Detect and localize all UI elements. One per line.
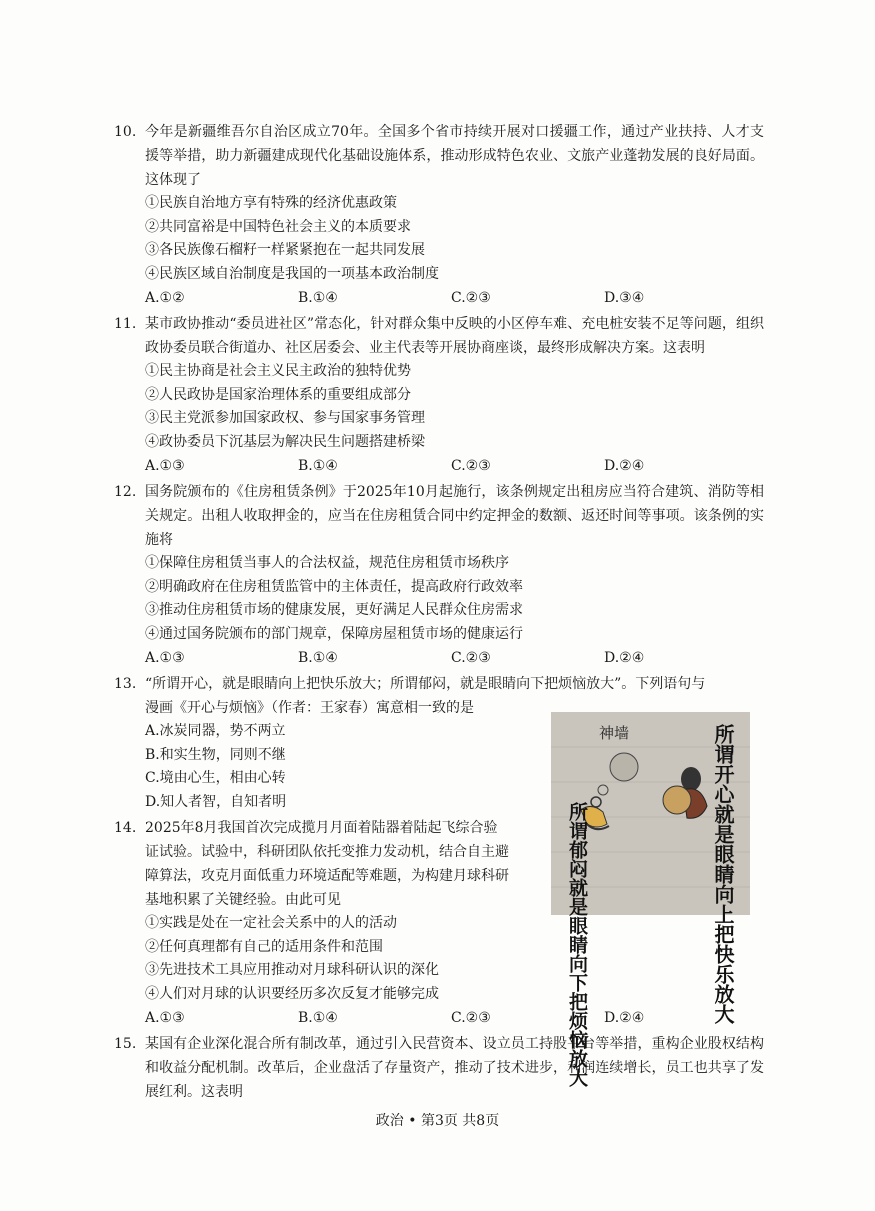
- statement-2: ②明确政府在住房租赁监管中的主体责任，提高政府行政效率: [145, 578, 523, 595]
- answer-choices: [145, 286, 764, 310]
- statement-4: ④人们对月球的认识要经历多次反复才能够完成: [145, 985, 439, 1002]
- question-number: 14.: [114, 820, 137, 836]
- statement-1: ①实践是处在一定社会关系中的人的活动: [145, 915, 397, 931]
- choice-c: C.②③: [451, 650, 491, 666]
- cartoon-text-right: 所谓开心就是眼睛向上把快乐放大: [711, 724, 735, 1024]
- choice-a: A.①③: [145, 458, 185, 474]
- question-stem: 某市政协推动“委员进社区”常态化，针对群众集中反映的小区停车难、充电桩安装不足等问题，组织政协委员联合街道办、社区居委会、业主代表等开展协商座谈，最终形成解决方案。这表明: [145, 316, 764, 356]
- option-a: A.冰炭同器，势不两立: [145, 723, 286, 739]
- statement-1: ①民主协商是社会主义民主政治的独特优势: [145, 363, 411, 379]
- choice-d: D.②④: [604, 650, 645, 666]
- statement-2: ②人民政协是国家治理体系的重要组成部分: [145, 386, 411, 403]
- question-stem-line-1: “所谓开心，就是眼睛向上把快乐放大；所谓郁闷，就是眼睛向下把烦恼放大”。下列语句与: [145, 676, 706, 692]
- choice-b: B.①④: [298, 650, 338, 666]
- choice-c: C.②③: [451, 458, 491, 474]
- statement-3: ③先进技术工具应用推动对月球科研认识的深化: [145, 962, 439, 978]
- question-stem-line-4: 基地积累了关键经验。由此可见: [145, 892, 341, 908]
- choice-b: B.①④: [298, 458, 338, 474]
- question-11: [114, 312, 764, 478]
- cartoon-text-left: 所谓郁闷就是眼睛向下把烦恼放大: [566, 802, 588, 1087]
- question-stem-line-3: 障算法，攻克月面低重力环境适配等难题，为构建月球科研: [145, 868, 509, 884]
- choice-c: C.②③: [451, 1010, 491, 1026]
- choice-b: B.①④: [298, 290, 338, 306]
- question-stem-line-2: 证试验。试验中，科研团队依托变推力发动机，结合自主避: [145, 844, 509, 860]
- statement-4: ④政协委员下沉基层为解决民生问题搭建桥梁: [145, 433, 425, 450]
- statement-1: ①保障住房租赁当事人的合法权益，规范住房租赁市场秩序: [145, 555, 509, 571]
- question-number: 15.: [114, 1036, 137, 1052]
- statement-4: ④通过国务院颁布的部门规章，保障房屋租赁市场的健康运行: [145, 625, 523, 642]
- question-stem: 今年是新疆维吾尔自治区成立70年。全国多个省市持续开展对口援疆工作，通过产业扶持、人才支援等举措，助力新疆建成现代化基础设施体系，推动形成特色农业、文旅产业蓬勃发展的良好局面。这体现了: [145, 124, 764, 188]
- option-c: C.境由心生，相由心转: [145, 770, 286, 786]
- question-12: [114, 480, 764, 670]
- statement-1: ①民族自治地方享有特殊的经济优惠政策: [145, 195, 397, 211]
- choice-a: A.①②: [145, 290, 185, 306]
- question-number: 10.: [114, 124, 137, 140]
- statement-2: ②任何真理都有自己的适用条件和范围: [145, 938, 383, 955]
- question-10: [114, 120, 764, 310]
- option-d: D.知人者智，自知者明: [145, 793, 287, 810]
- question-number: 12.: [114, 484, 137, 500]
- choice-a: A.①③: [145, 650, 185, 666]
- statement-3: ③推动住房租赁市场的健康发展，更好满足人民群众住房需求: [145, 602, 523, 618]
- option-b: B.和实生物，同则不继: [145, 746, 286, 763]
- question-stem-line-2: 漫画《开心与烦恼》（作者：王家春）寓意相一致的是: [145, 700, 474, 716]
- question-stem: 国务院颁布的《住房租赁条例》于2025年10月起施行，该条例规定出租房应当符合建筑、消防等相关规定。出租人收取押金的，应当在住房租赁合同中约定押金的数额、返还时间等事项。该条例的实施将: [145, 484, 764, 548]
- question-stem-line-1: 2025年8月我国首次完成揽月月面着陆器着陆起飞综合验: [145, 820, 498, 836]
- answer-choices: [145, 1006, 764, 1030]
- statement-4: ④民族区域自治制度是我国的一项基本政治制度: [145, 265, 439, 282]
- question-number: 13.: [114, 676, 137, 692]
- page-footer: 政治 • 第3页 共8页: [375, 1113, 500, 1129]
- choice-c: C.②③: [451, 290, 491, 306]
- choice-d: D.②④: [604, 1010, 645, 1026]
- question-15: [114, 1032, 764, 1104]
- choice-b: B.①④: [298, 1010, 338, 1026]
- choice-a: A.①③: [145, 1010, 185, 1026]
- answer-choices: [145, 646, 764, 670]
- cartoon-title: 神墙: [599, 724, 630, 742]
- question-number: 11.: [114, 316, 137, 332]
- answer-choices: [145, 454, 764, 478]
- question-stem: 某国有企业深化混合所有制改革，通过引入民营资本、设立员工持股平台等举措，重构企业股权结构和收益分配机制。改革后，企业盘活了存量资产，推动了技术进步，利润连续增长，员工也共享了发展红利。这表明: [145, 1036, 764, 1100]
- choice-d: D.②④: [604, 458, 645, 474]
- statement-2: ②共同富裕是中国特色社会主义的本质要求: [145, 218, 411, 235]
- statement-3: ③民主党派参加国家政权、参与国家事务管理: [145, 410, 425, 426]
- choice-d: D.③④: [604, 290, 645, 306]
- statement-3: ③各民族像石榴籽一样紧紧抱在一起共同发展: [145, 242, 425, 258]
- question-list: [114, 120, 764, 1106]
